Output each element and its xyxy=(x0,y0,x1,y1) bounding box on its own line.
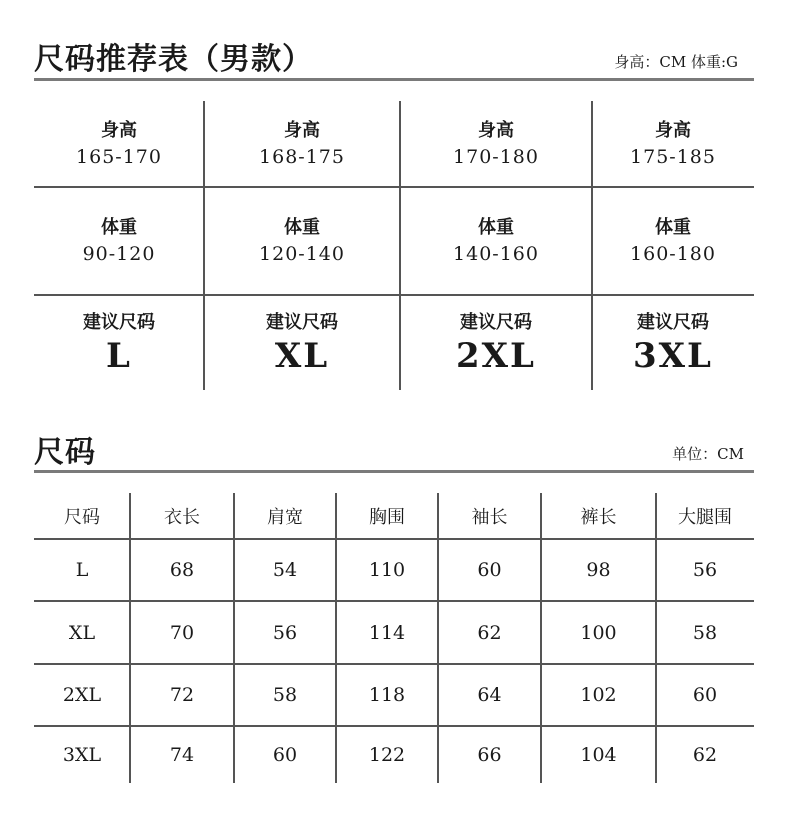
table-cell: 122 xyxy=(368,743,406,766)
row-size-label: 2XL xyxy=(62,684,102,706)
height-cell xyxy=(204,101,400,187)
table-cell: 64 xyxy=(477,684,502,706)
table-cell: 74 xyxy=(169,743,195,766)
table-cell: 56 xyxy=(692,559,718,581)
suggested-size-label: 建议尺码 xyxy=(460,311,532,333)
table-cell: 72 xyxy=(169,684,195,706)
recommend-unit-note: 身高：CM 体重:G xyxy=(614,53,738,71)
suggested-size-label: 建议尺码 xyxy=(83,311,155,333)
table-cell: 118 xyxy=(368,684,406,706)
table-cell: 60 xyxy=(272,743,298,766)
weight-label: 体重 xyxy=(478,217,514,238)
column-header: 肩宽 xyxy=(267,507,303,528)
column-header: 衣长 xyxy=(164,507,200,528)
weight-cell xyxy=(592,187,754,295)
row-size-label: L xyxy=(75,559,89,581)
suggested-size-cell xyxy=(400,295,592,390)
recommend-title: 尺码推荐表（男款） xyxy=(34,42,313,77)
column-header: 尺码 xyxy=(64,507,100,528)
row-size-label: 3XL xyxy=(62,743,102,766)
weight-label: 体重 xyxy=(101,217,137,238)
row-size-label: XL xyxy=(68,621,96,644)
weight-cell xyxy=(34,187,204,295)
height-value: 170-180 xyxy=(453,146,539,168)
size-table-title: 尺码 xyxy=(34,435,96,470)
suggested-size-cell xyxy=(34,295,204,390)
table-cell: 104 xyxy=(580,743,617,766)
suggested-size-value: XL xyxy=(274,335,330,376)
weight-cell xyxy=(400,187,592,295)
table-cell: 58 xyxy=(692,621,718,644)
table-cell: 56 xyxy=(272,621,298,644)
recommend-divider xyxy=(34,78,754,81)
column-header: 裤长 xyxy=(580,507,617,528)
table-cell: 68 xyxy=(169,559,195,581)
weight-label: 体重 xyxy=(655,217,691,238)
suggested-size-label: 建议尺码 xyxy=(266,311,338,333)
weight-value: 160-180 xyxy=(630,243,716,265)
table-cell: 60 xyxy=(477,559,502,581)
weight-label: 体重 xyxy=(284,217,320,238)
suggested-size-cell xyxy=(204,295,400,390)
table-cell: 66 xyxy=(477,743,502,766)
height-cell xyxy=(34,101,204,187)
suggested-size-cell xyxy=(592,295,754,390)
column-header: 袖长 xyxy=(471,507,508,528)
weight-value: 90-120 xyxy=(82,243,156,265)
column-header: 胸围 xyxy=(369,507,405,528)
size-table xyxy=(34,493,754,783)
column-header: 大腿围 xyxy=(678,507,732,528)
size-recommendation-grid xyxy=(34,101,754,390)
table-cell: 98 xyxy=(586,559,611,581)
suggested-size-value: L xyxy=(106,335,132,376)
table-cell: 110 xyxy=(368,559,406,581)
weight-value: 120-140 xyxy=(259,243,345,265)
table-cell: 54 xyxy=(272,559,298,581)
height-label: 身高 xyxy=(101,120,137,141)
height-label: 身高 xyxy=(478,120,514,141)
size-table-divider xyxy=(34,470,754,473)
suggested-size-label: 建议尺码 xyxy=(637,311,709,333)
table-cell: 62 xyxy=(477,621,502,644)
height-value: 168-175 xyxy=(259,146,345,168)
table-cell: 102 xyxy=(580,684,617,706)
suggested-size-value: 3XL xyxy=(633,335,713,376)
table-cell: 100 xyxy=(580,621,617,644)
suggested-size-value: 2XL xyxy=(456,335,536,376)
height-cell xyxy=(400,101,592,187)
height-label: 身高 xyxy=(655,120,691,141)
table-cell: 62 xyxy=(692,743,718,766)
size-table-unit-note: 单位：CM xyxy=(672,445,744,463)
height-label: 身高 xyxy=(284,120,320,141)
table-cell: 114 xyxy=(368,621,406,644)
height-value: 165-170 xyxy=(76,146,162,168)
weight-value: 140-160 xyxy=(453,243,539,265)
height-value: 175-185 xyxy=(630,146,716,168)
table-cell: 58 xyxy=(272,684,298,706)
table-cell: 60 xyxy=(692,684,718,706)
table-cell: 70 xyxy=(169,621,195,644)
height-cell xyxy=(592,101,754,187)
weight-cell xyxy=(204,187,400,295)
